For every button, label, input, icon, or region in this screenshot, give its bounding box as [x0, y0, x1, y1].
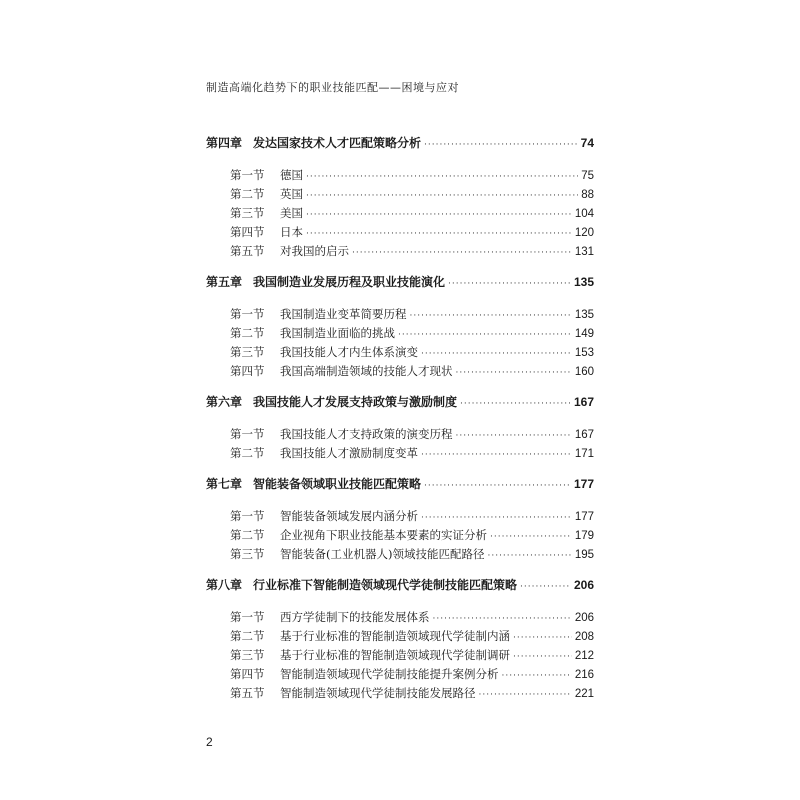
section-entry[interactable]	[206, 243, 594, 262]
section-entry[interactable]	[206, 527, 594, 546]
section-page: 212	[574, 650, 594, 662]
section-number: 第二节	[230, 528, 265, 542]
dot-leader	[513, 652, 572, 662]
chapter-number: 第七章	[206, 477, 243, 491]
dot-leader	[424, 481, 571, 491]
section-title: 我国高端制造领域的技能人才现状	[280, 364, 453, 378]
chapter-title: 行业标准下智能制造领域现代学徒制技能匹配策略	[253, 578, 518, 592]
section-number: 第一节	[230, 168, 265, 182]
chapter-entry[interactable]	[206, 134, 594, 154]
section-number: 第三节	[230, 547, 265, 561]
dot-leader	[448, 279, 571, 289]
dot-leader	[306, 191, 578, 201]
section-page: 179	[574, 530, 594, 542]
section-page: 135	[574, 309, 594, 321]
section-entry[interactable]	[206, 167, 594, 186]
section-title: 德国	[280, 168, 303, 182]
section-number: 第三节	[230, 648, 265, 662]
section-title: 智能制造领域现代学徒制技能发展路径	[280, 686, 476, 700]
page-number: 2	[206, 735, 213, 749]
section-number: 第五节	[230, 686, 265, 700]
chapter-entry[interactable]	[206, 576, 594, 596]
section-entry[interactable]	[206, 508, 594, 527]
dot-leader	[490, 532, 572, 542]
dot-leader	[421, 513, 572, 523]
section-entry[interactable]	[206, 647, 594, 666]
chapter-title: 我国技能人才发展支持政策与激励制度	[253, 395, 458, 409]
section-entry[interactable]	[206, 628, 594, 647]
dot-leader	[502, 671, 572, 681]
dot-leader	[460, 399, 571, 409]
dot-leader	[398, 330, 572, 340]
running-header: 制造高端化趋势下的职业技能匹配——困境与应对	[206, 81, 459, 94]
section-page: 221	[574, 688, 594, 700]
section-page: 171	[574, 448, 594, 460]
section-entry[interactable]	[206, 363, 594, 382]
dot-leader	[306, 210, 572, 220]
chapter-entry[interactable]	[206, 273, 594, 293]
chapter-block	[206, 475, 594, 565]
chapter-page: 167	[573, 395, 594, 409]
dot-leader	[479, 690, 572, 700]
chapter-title: 智能装备领域职业技能匹配策略	[253, 477, 422, 491]
section-page: 208	[574, 631, 594, 643]
section-title: 日本	[280, 225, 303, 239]
section-number: 第一节	[230, 427, 265, 441]
chapter-block	[206, 576, 594, 704]
section-number: 第一节	[230, 307, 265, 321]
section-title: 我国制造业面临的挑战	[280, 326, 395, 340]
chapter-number: 第四章	[206, 136, 243, 150]
section-title: 企业视角下职业技能基本要素的实证分析	[280, 528, 487, 542]
chapter-number: 第六章	[206, 395, 243, 409]
chapter-entry[interactable]	[206, 393, 594, 413]
section-entry[interactable]	[206, 186, 594, 205]
section-page: 160	[574, 366, 594, 378]
section-number: 第一节	[230, 509, 265, 523]
dot-leader	[520, 582, 571, 592]
chapter-block	[206, 273, 594, 382]
dot-leader	[456, 368, 572, 378]
chapter-number: 第五章	[206, 275, 243, 289]
section-page: 206	[574, 612, 594, 624]
table-of-contents	[206, 134, 594, 715]
section-number: 第二节	[230, 629, 265, 643]
chapter-block	[206, 393, 594, 464]
section-number: 第二节	[230, 326, 265, 340]
section-entry[interactable]	[206, 205, 594, 224]
section-entry[interactable]	[206, 306, 594, 325]
section-page: 216	[574, 669, 594, 681]
section-page: 177	[574, 511, 594, 523]
section-page: 104	[574, 208, 594, 220]
section-entry[interactable]	[206, 445, 594, 464]
section-number: 第四节	[230, 364, 265, 378]
section-title: 我国制造业变革简要历程	[280, 307, 407, 321]
dot-leader	[433, 614, 572, 624]
section-title: 基于行业标准的智能制造领域现代学徒制调研	[280, 648, 510, 662]
section-page: 75	[581, 170, 594, 182]
section-entry[interactable]	[206, 609, 594, 628]
section-number: 第一节	[230, 610, 265, 624]
dot-leader	[456, 431, 572, 441]
section-title: 美国	[280, 206, 303, 220]
section-page: 195	[574, 549, 594, 561]
section-page: 153	[574, 347, 594, 359]
section-title: 我国技能人才激励制度变革	[280, 446, 418, 460]
section-entry[interactable]	[206, 325, 594, 344]
section-entry[interactable]	[206, 344, 594, 363]
section-title: 智能装备(工业机器人)领域技能匹配路径	[280, 547, 485, 561]
section-number: 第二节	[230, 187, 265, 201]
section-entry[interactable]	[206, 426, 594, 445]
dot-leader	[306, 172, 578, 182]
chapter-entry[interactable]	[206, 475, 594, 495]
section-number: 第三节	[230, 206, 265, 220]
dot-leader	[424, 140, 578, 150]
chapter-page: 74	[580, 136, 594, 150]
section-title: 英国	[280, 187, 303, 201]
section-title: 智能装备领域发展内涵分析	[280, 509, 418, 523]
section-entry[interactable]	[206, 224, 594, 243]
section-number: 第四节	[230, 667, 265, 681]
chapter-title: 发达国家技术人才匹配策略分析	[253, 136, 422, 150]
section-number: 第二节	[230, 446, 265, 460]
section-page: 167	[574, 429, 594, 441]
section-title: 西方学徒制下的技能发展体系	[280, 610, 430, 624]
section-page: 120	[574, 227, 594, 239]
section-title: 我国技能人才支持政策的演变历程	[280, 427, 453, 441]
section-title: 我国技能人才内生体系演变	[280, 345, 418, 359]
section-title: 对我国的启示	[280, 244, 349, 258]
section-title: 智能制造领域现代学徒制技能提升案例分析	[280, 667, 499, 681]
chapter-title: 我国制造业发展历程及职业技能演化	[253, 275, 446, 289]
section-entry[interactable]	[206, 666, 594, 685]
section-page: 149	[574, 328, 594, 340]
section-page: 131	[574, 246, 594, 258]
chapter-page: 135	[573, 275, 594, 289]
section-number: 第四节	[230, 225, 265, 239]
dot-leader	[487, 551, 571, 561]
section-entry[interactable]	[206, 685, 594, 704]
dot-leader	[352, 248, 572, 258]
dot-leader	[421, 450, 572, 460]
chapter-block	[206, 134, 594, 262]
chapter-page: 177	[573, 477, 594, 491]
section-number: 第三节	[230, 345, 265, 359]
dot-leader	[410, 311, 572, 321]
section-page: 88	[581, 189, 594, 201]
section-number: 第五节	[230, 244, 265, 258]
dot-leader	[513, 633, 572, 643]
chapter-page: 206	[573, 578, 594, 592]
section-entry[interactable]	[206, 546, 594, 565]
dot-leader	[306, 229, 572, 239]
chapter-number: 第八章	[206, 578, 243, 592]
dot-leader	[421, 349, 572, 359]
section-title: 基于行业标准的智能制造领域现代学徒制内涵	[280, 629, 510, 643]
